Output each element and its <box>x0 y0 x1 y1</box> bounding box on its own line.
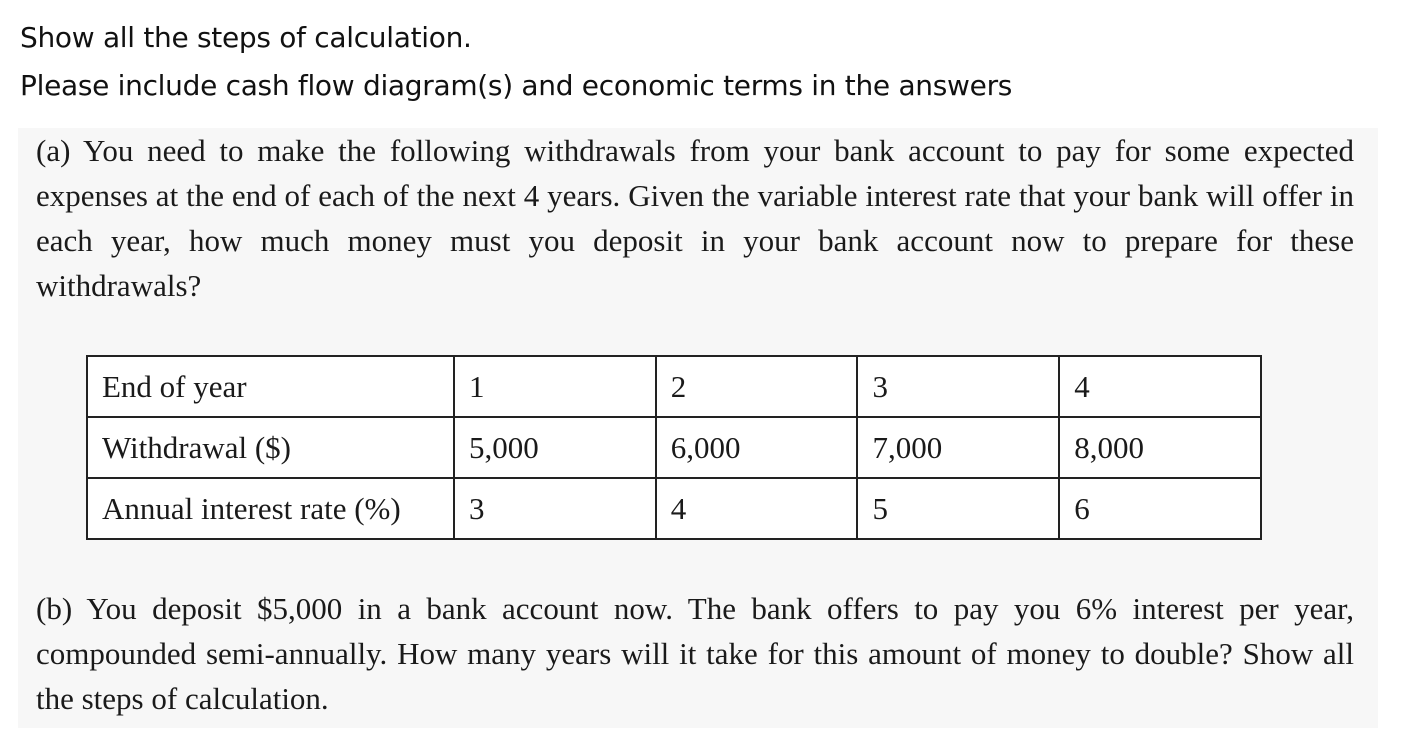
table-cell: 6 <box>1059 478 1261 539</box>
table-cell: 8,000 <box>1059 417 1261 478</box>
table-cell: 5,000 <box>454 417 656 478</box>
table-cell: 3 <box>454 478 656 539</box>
table-cell: 7,000 <box>857 417 1059 478</box>
table-cell: 1 <box>454 356 656 417</box>
table-cell: 4 <box>656 478 858 539</box>
table-row-interest-rate <box>87 478 1261 539</box>
table-cell: 6,000 <box>656 417 858 478</box>
table-cell: 5 <box>857 478 1059 539</box>
row-label-withdrawal: Withdrawal ($) <box>87 417 454 478</box>
question-b-text: (b) You deposit $5,000 in a bank account now. The bank offers to pay you 6% interest per year, compounded semi-annually. How many years will it take for this amount of money to double? Show all the steps of calculation. <box>36 591 1354 716</box>
question-a-text: (a) You need to make the following withdrawals from your bank account to pay for some expected expenses at the end of each of the next 4 years. Given the variable interest rate that your bank will offer in each year, how much money must you deposit in your bank account now to prepare for these withdrawals? <box>36 133 1354 303</box>
table-cell: 4 <box>1059 356 1261 417</box>
row-label-interest-rate: Annual interest rate (%) <box>87 478 454 539</box>
instructions <box>20 14 1012 110</box>
table-cell: 3 <box>857 356 1059 417</box>
table-row-withdrawal <box>87 417 1261 478</box>
instruction-line-1: Show all the steps of calculation. <box>20 21 472 54</box>
table-row-end-of-year <box>87 356 1261 417</box>
question-box <box>18 128 1378 728</box>
withdrawal-table <box>86 355 1262 540</box>
table-cell: 2 <box>656 356 858 417</box>
row-label-end-of-year: End of year <box>87 356 454 417</box>
instruction-line-2: Please include cash flow diagram(s) and economic terms in the answers <box>20 69 1013 102</box>
